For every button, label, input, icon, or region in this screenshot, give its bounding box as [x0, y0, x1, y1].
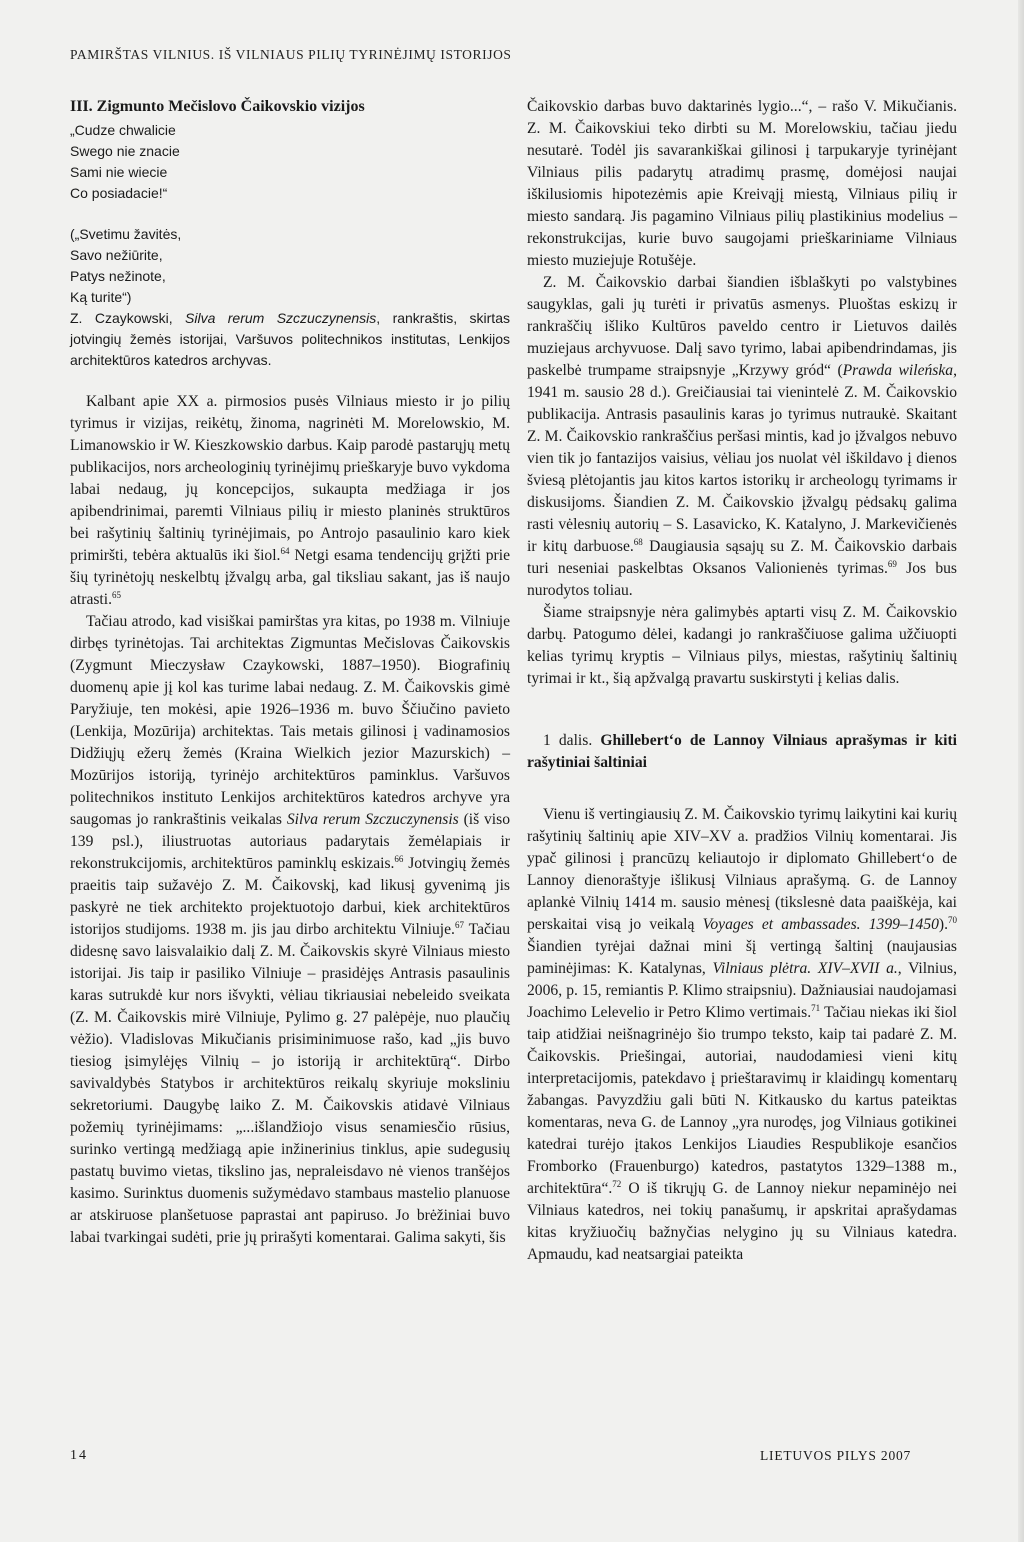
footnote-ref: 65 — [112, 589, 121, 600]
footnote-ref: 68 — [633, 536, 643, 547]
paragraph: Šiame straipsnyje nėra galimybės aptarti visų Z. M. Čaikovskio darbų. Patogumo dėlei, kadangi jo rankraščiuose galima užčiuopti kelias tyrimų kryptis – Vilniaus pilys, miestas, rašytinių šaltinių tyrimai ir kt., šią apžvalgą pravartu suskirstyti į kelias dalis. — [527, 604, 957, 687]
poem-line: Swego nie znacie — [70, 143, 180, 159]
footnote-ref: 70 — [948, 914, 958, 925]
poem-line: Ką turite“) — [70, 289, 132, 305]
footnote-ref: 71 — [811, 1002, 821, 1013]
poem-line: („Svetimu žavitės, — [70, 226, 182, 242]
footnote-ref: 69 — [887, 558, 897, 569]
footnote-ref: 67 — [454, 919, 464, 930]
part-heading: 1 dalis. Ghillebert‘o de Lannoy Vilniaus aprašymas ir kiti rašytiniai šaltiniai — [527, 732, 957, 771]
footnote-ref: 64 — [280, 545, 290, 556]
paragraph: Z. M. Čaikovskio darbai šiandien išblaškyti po valstybines saugyklas, gali jų turėti ir privatūs asmenys. Pluoštas eskizų ir rankraščių išliko Kultūros paveldo centro ir Lietuvos dailės muziejaus archyvuose. Dalį savo tyrimo, labai apibendrindamas, jis paskelbė trumpame straipsnyje „Krzywy gród“ (Prawda wileńska, 1941 m. sausio 28 d.). Greičiausiai tai vienintelė Z. M. Čaikovskio publikacija. Antrasis pasaulinis karas jo tyrimus nutraukė. Skaitant Z. M. Čaikovskio rankraščius peršasi mintis, kad jo įžvalgos nebuvo vien tik jo fantazijos vaisius, vėliau jos nuolat vėl iškildavo į dienos šviesą plėtojantis jau kitos kartos istorikų ir archeologų tyrimams ir diskusijoms. Šiandien Z. M. Čaikovskio įžvalgų pėdsakų galima rasti vėlesnių autorių – S. Lasavicko, K. Katalyno, J. Markevičienės ir kitų darbuose.$^{68}$ Daugiausia sąsajų su Z. M. Čaikovskio darbais turi neseniai paskelbtas Oksanos Valionienės tyrimas.$^{69}$ Jos bus nurodytos toliau. — [527, 274, 957, 599]
epigraph-source: Z. Czaykowski, Silva rerum Szczuczynensis, rankraštis, skirtas jotvingių žemės istorijai, Varšuvos politechnikos institutas, Lenkijos architektūros katedros archyvas. — [70, 310, 510, 368]
poem-line: „Cudze chwalicie — [70, 122, 176, 138]
left-column — [70, 96, 510, 1249]
journal-title: LIETUVOS PILYS 2007 — [760, 1448, 912, 1463]
paragraph: Vienu iš vertingiausių Z. M. Čaikovskio tyrimų laikytini kai kurių rašytinių šaltinių apie XIV–XV a. pradžios Vilnių komentarai. Jis ypač gilinosi į prancūzų keliautojo ir diplomato Ghillebert‘o de Lannoy dienoraštyje išlikusį Vilniaus aprašymą. G. de Lannoy aplankė Vilnių 1414 m. sausio mėnesį (tikslesnė data paaiškėja, kai perskaitai visą jo veikalą Voyages et ambassades. 1399–1450).$^{70}$ Šiandien tyrėjai dažnai mini šį vertingą šaltinį (naujausias paminėjimas: K. Katalynas, Vilniaus plėtra. XIV–XVII a., Vilnius, 2006, p. 15, remiantis P. Klimo straipsniu). Dažniausiai naudojamasi Joachimo Lelevelio ir Petro Klimo vertimais.$^{71}$ Tačiau niekas iki šiol taip atidžiai neišnagrinėjo šio trumpo teksto, kaip tai padarė Z. M. Čaikovskis. Priešingai, autoriai, naudodamiesi vieni kitų interpretacijomis, patekdavo į prieštaravimų ir klaidingų komentarų žabangas. Pavyzdžiu gali būti N. Kitkausko du kartus pateiktas komentaras, neva G. de Lannoy „yra nurodęs, jog Vilniaus gotikinei katedrai turėjo įtakos Lenkijos Liaudies Respublikoje esančios Fromborko (Frauenburgo) katedros, pastatytos 1329–1388 m., architektūra“.$^{72}$ O iš tikrųjų G. de Lannoy niekur nepaminėjo nei Vilniaus katedros, nei tokių panašumų, ir apskritai aprašydamas kitas kryžiuočių bažnyčias nelygino jų su Vilniaus katedra. Apmaudu, kad neatsargiai pateikta — [527, 806, 958, 1263]
epigraph-lithuanian — [70, 224, 510, 308]
poem-line: Co posiadacie!“ — [70, 185, 168, 201]
poem-line: Sami nie wiecie — [70, 164, 168, 180]
running-head: PAMIRŠTAS VILNIUS. IŠ VILNIAUS PILIŲ TYRINĖJIMŲ ISTORIJOS — [70, 47, 512, 62]
poem-line: Patys nežinote, — [70, 268, 166, 284]
page-number: 14 — [70, 1448, 88, 1463]
paragraph: Tačiau atrodo, kad visiškai pamirštas yra kitas, po 1938 m. Vilniuje dirbęs tyrinėtojas. Tai architektas Zigmuntas Mečislovas Čaikovskis (Zygmunt Mieczysław Czaykowski, 1887–1950). Biografinių duomenų apie jį kol kas turime labai nedaug. Z. M. Čaikovskis gimė Paryžiuje, ten mokėsi, apie 1926–1936 m. buvo Ščiučino pavieto (Lenkija, Mozūrija) architektas. Tais metais gilinosi į vadinamosios Didžiųjų ežerų žemės (Kraina Wielkich jezior Mazurskich) – Mozūrijos istoriją, tyrinėjo architektūros paminklus. Varšuvos politechnikos instituto Lenkijos architektūros katedros archyve yra saugomas jo rankraštinis veikalas Silva rerum Szczuczynensis (iš viso 139 psl.), iliustruotas autoriaus padarytais žemėlapiais ir rekonstrukcijomis, architektūros paminklų eskizais.$^{66}$ Jotvingių žemės praeitis taip sužavėjo Z. M. Čaikovskį, kad likusį gyvenimą jis paskyrė ne tiek architekto projektuotojo darbui, kiek architektūros istorijos studijoms. 1938 m. jis jau dirbo architektu Vilniuje.$^{67}$ Tačiau didesnę savo laisvalaikio dalį Z. M. Čaikovskis skyrė Vilniaus miesto istorijai. Jis taip ir pasiliko Vilniuje – prasidėjęs Antrasis pasaulinis karas sutrukdė kur nors išvykti, vėliau tikriausiai nebeleido sveikata (Z. M. Čaikovskis mirė Vilniuje, Pylimo g. 27 palėpėje, nuo plaučių vėžio). Vladislovas Mikučianis prisiminimuose rašo, kad „jis buvo tiesiog įsimylėjęs Vilnių – jo istoriją ir architektūrą“. Dirbo savivaldybės Statybos ir architektūros reikalų skyriuje moksliniu sekretoriumi. Daugybę laiko Z. M. Čaikovskis atidavė Vilniaus požemių tyrinėjimams: „...išlandžiojo visus senamiesčio rūsius, surinko vertingą medžiagą apie inžinerinius tinklus, apie sudegusių pastatų buvimo vietas, tikslino jas, nepraleisdavo nė vienos tranšėjos kasimo. Surinktus duomenis sužymėdavo stambaus mastelio planuose ar atskiruose planšetuose paprastai ant papiruso. Jo brėžiniai buvo labai tvarkingai sudėti, prie jų prirašyti komentarai. Galima sakyti, šis — [70, 613, 511, 1246]
poem-line: Savo nežiūrite, — [70, 247, 163, 263]
section-title: III. Zigmunto Mečislovo Čaikovskio vizijos — [70, 98, 365, 115]
right-column — [527, 96, 957, 1266]
footnote-ref: 66 — [394, 853, 404, 864]
epigraph-polish — [70, 120, 510, 204]
paragraph: Kalbant apie XX a. pirmosios pusės Vilniaus miesto ir jo pilių tyrimus ir vizijas, reikėtų, žinoma, nagrinėti M. Morelowskio, M. Limanowskio ir W. Kieszkowskio darbus. Kaip parodė pastarųjų metų publikacijos, nors archeologinių tyrinėjimų prieškaryje buvo vykdoma labai nedaug, jų koncepcijos, sukaupta medžiaga ir jos apibendrinimai, paremti Vilniaus pilių ir miesto planinės struktūros bei rašytinių šaltinių tyrinėjimais, po Antrojo pasaulinio karo kiek primiršti, tebėra aktualūs iki šiol.$^{64}$ Netgi esama tendencijų grįžti prie šių tyrinėtojų neskelbtų įžvalgų arba, gal tiksliau sakant, jas iš naujo atrasti.$^{65}$ — [70, 393, 510, 608]
page-edge — [1018, 0, 1024, 1542]
footnote-ref: 72 — [612, 1178, 622, 1189]
paragraph: Čaikovskio darbas buvo daktarinės lygio...“, – rašo V. Mikučianis. Z. M. Čaikovskiui teko dirbti su M. Morelowskiu, tačiau jiedu nesutarė. Todėl jis savarankiškai gilinosi į tarpukaryje tyrinėjant Vilniaus pilis padarytų atradimų prasmę, domėjosi naujai iškilusiomis hipotezėmis apie Kreivąjį miestą, Vilniaus pilių ir miesto sandarą. Jis pagamino Vilniaus pilių plastikinius modelius – rekonstrukcijas, kurie buvo saugojami prieškariniame Vilniaus miesto muziejuje Rotušėje. — [527, 98, 957, 269]
